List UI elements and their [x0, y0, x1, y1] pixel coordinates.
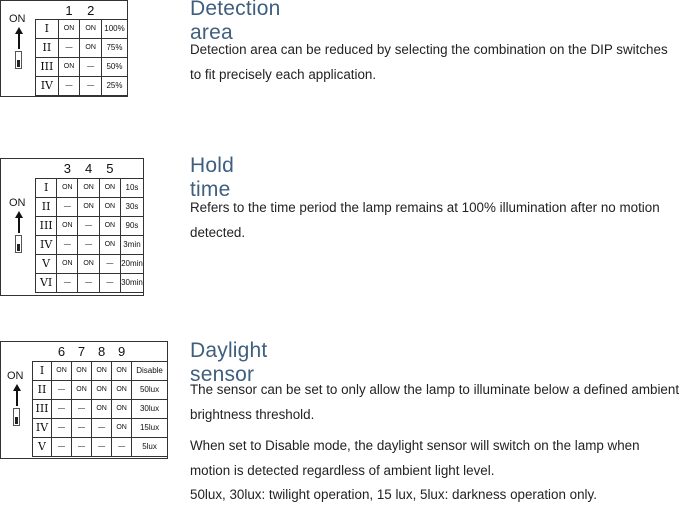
- row-number: II: [36, 38, 59, 57]
- switch-state: —: [80, 76, 102, 95]
- switch-state: —: [78, 273, 99, 292]
- switch-state: ON: [99, 216, 120, 235]
- section-description: When set to Disable mode, the daylight sensor will switch on the lamp when motion is detected regardless of ambient light level.: [190, 438, 640, 478]
- switch-icon: [13, 408, 20, 426]
- column-header: 1: [58, 2, 80, 19]
- dip-table: [35, 2, 128, 96]
- switch-state: —: [57, 235, 78, 254]
- section-description: Detection area can be reduced by selecting the combination on the DIP switches to fit precisely each application.: [190, 42, 668, 82]
- setting-value: 30min: [120, 273, 143, 292]
- switch-state: —: [57, 273, 78, 292]
- row-number: VI: [36, 273, 57, 292]
- column-header: 8: [92, 343, 112, 361]
- row-number: III: [33, 399, 52, 418]
- switch-state: —: [92, 437, 112, 456]
- table-row: [36, 216, 144, 235]
- section-description: Refers to the time period the lamp remains at 100% illumination after no motion detected.: [190, 200, 660, 240]
- setting-value: 10s: [120, 178, 143, 197]
- on-label: ON: [9, 197, 26, 209]
- switch-state: —: [51, 380, 71, 399]
- switch-state: ON: [58, 19, 80, 38]
- setting-value: 5lux: [132, 437, 168, 456]
- row-number: IV: [36, 235, 57, 254]
- table-row: [36, 178, 144, 197]
- column-header: 5: [99, 160, 120, 178]
- table-row: [33, 380, 168, 399]
- switch-state: ON: [99, 178, 120, 197]
- switch-state: ON: [78, 178, 99, 197]
- setting-value: 25%: [102, 76, 128, 95]
- table-row: [36, 38, 128, 57]
- switch-state: —: [78, 235, 99, 254]
- switch-state: ON: [58, 57, 80, 76]
- switch-state: ON: [57, 216, 78, 235]
- switch-state: ON: [99, 235, 120, 254]
- switch-state: —: [72, 399, 92, 418]
- row-number: I: [36, 19, 59, 38]
- switch-icon: [15, 51, 22, 69]
- switch-state: —: [72, 437, 92, 456]
- setting-value: 30lux: [132, 399, 168, 418]
- table-row: [36, 76, 128, 95]
- switch-state: —: [80, 57, 102, 76]
- switch-state: ON: [92, 380, 112, 399]
- arrow-up-icon: [14, 211, 24, 233]
- section-title: Hold time: [190, 154, 234, 201]
- row-number: III: [36, 216, 57, 235]
- switch-state: ON: [112, 361, 132, 380]
- arrow-up-icon: [14, 27, 24, 49]
- row-number: II: [36, 197, 57, 216]
- table-row: [33, 437, 168, 456]
- switch-state: —: [99, 273, 120, 292]
- column-header: 4: [78, 160, 99, 178]
- on-label: ON: [9, 13, 26, 25]
- column-header: 6: [51, 343, 71, 361]
- switch-state: ON: [78, 254, 99, 273]
- switch-state: —: [99, 254, 120, 273]
- dip-table: [32, 343, 168, 457]
- row-number: I: [33, 361, 52, 380]
- table-row: [36, 273, 144, 292]
- setting-value: 50lux: [132, 380, 168, 399]
- table-row: [33, 399, 168, 418]
- arrow-up-icon: [12, 384, 22, 406]
- dip-table: [35, 160, 144, 293]
- column-header: 7: [72, 343, 92, 361]
- table-row: [36, 254, 144, 273]
- setting-value: 15lux: [132, 418, 168, 437]
- setting-value: 90s: [120, 216, 143, 235]
- setting-value: Disable: [132, 361, 168, 380]
- switch-state: ON: [92, 361, 112, 380]
- switch-state: —: [58, 38, 80, 57]
- table-row: [36, 57, 128, 76]
- switch-state: —: [112, 437, 132, 456]
- switch-state: —: [92, 418, 112, 437]
- column-header: 9: [112, 343, 132, 361]
- setting-value: 30s: [120, 197, 143, 216]
- switch-state: ON: [112, 380, 132, 399]
- switch-state: ON: [78, 197, 99, 216]
- column-header: 2: [80, 2, 102, 19]
- table-row: [36, 197, 144, 216]
- row-number: II: [33, 380, 52, 399]
- section-title: Daylight sensor: [190, 339, 268, 386]
- row-number: III: [36, 57, 59, 76]
- switch-state: ON: [80, 38, 102, 57]
- section-description: 50lux, 30lux: twilight operation, 15 lux, 5lux: darkness operation only.: [190, 487, 597, 502]
- switch-state: —: [72, 418, 92, 437]
- switch-state: —: [51, 418, 71, 437]
- setting-value: 50%: [102, 57, 128, 76]
- section-title: Detection area: [190, 0, 281, 44]
- switch-state: —: [57, 197, 78, 216]
- setting-value: 100%: [102, 19, 128, 38]
- switch-state: ON: [72, 361, 92, 380]
- table-row: [33, 361, 168, 380]
- row-number: IV: [33, 418, 52, 437]
- setting-value: 75%: [102, 38, 128, 57]
- switch-state: ON: [72, 380, 92, 399]
- switch-state: ON: [80, 19, 102, 38]
- switch-state: —: [58, 76, 80, 95]
- setting-value: 20min: [120, 254, 143, 273]
- setting-value: 3min: [120, 235, 143, 254]
- switch-state: ON: [112, 418, 132, 437]
- table-row: [36, 19, 128, 38]
- table-row: [36, 235, 144, 254]
- section-description: The sensor can be set to only allow the lamp to illuminate below a defined ambient brightness threshold.: [190, 382, 680, 422]
- row-number: V: [36, 254, 57, 273]
- row-number: I: [36, 178, 57, 197]
- switch-state: ON: [92, 399, 112, 418]
- switch-icon: [15, 235, 22, 253]
- switch-state: ON: [57, 178, 78, 197]
- table-row: [33, 418, 168, 437]
- column-header: 3: [57, 160, 78, 178]
- switch-state: —: [51, 437, 71, 456]
- row-number: V: [33, 437, 52, 456]
- on-label: ON: [7, 370, 24, 382]
- switch-state: —: [78, 216, 99, 235]
- switch-state: ON: [99, 197, 120, 216]
- switch-state: ON: [57, 254, 78, 273]
- switch-state: ON: [112, 399, 132, 418]
- row-number: IV: [36, 76, 59, 95]
- switch-state: ON: [51, 361, 71, 380]
- switch-state: —: [51, 399, 71, 418]
